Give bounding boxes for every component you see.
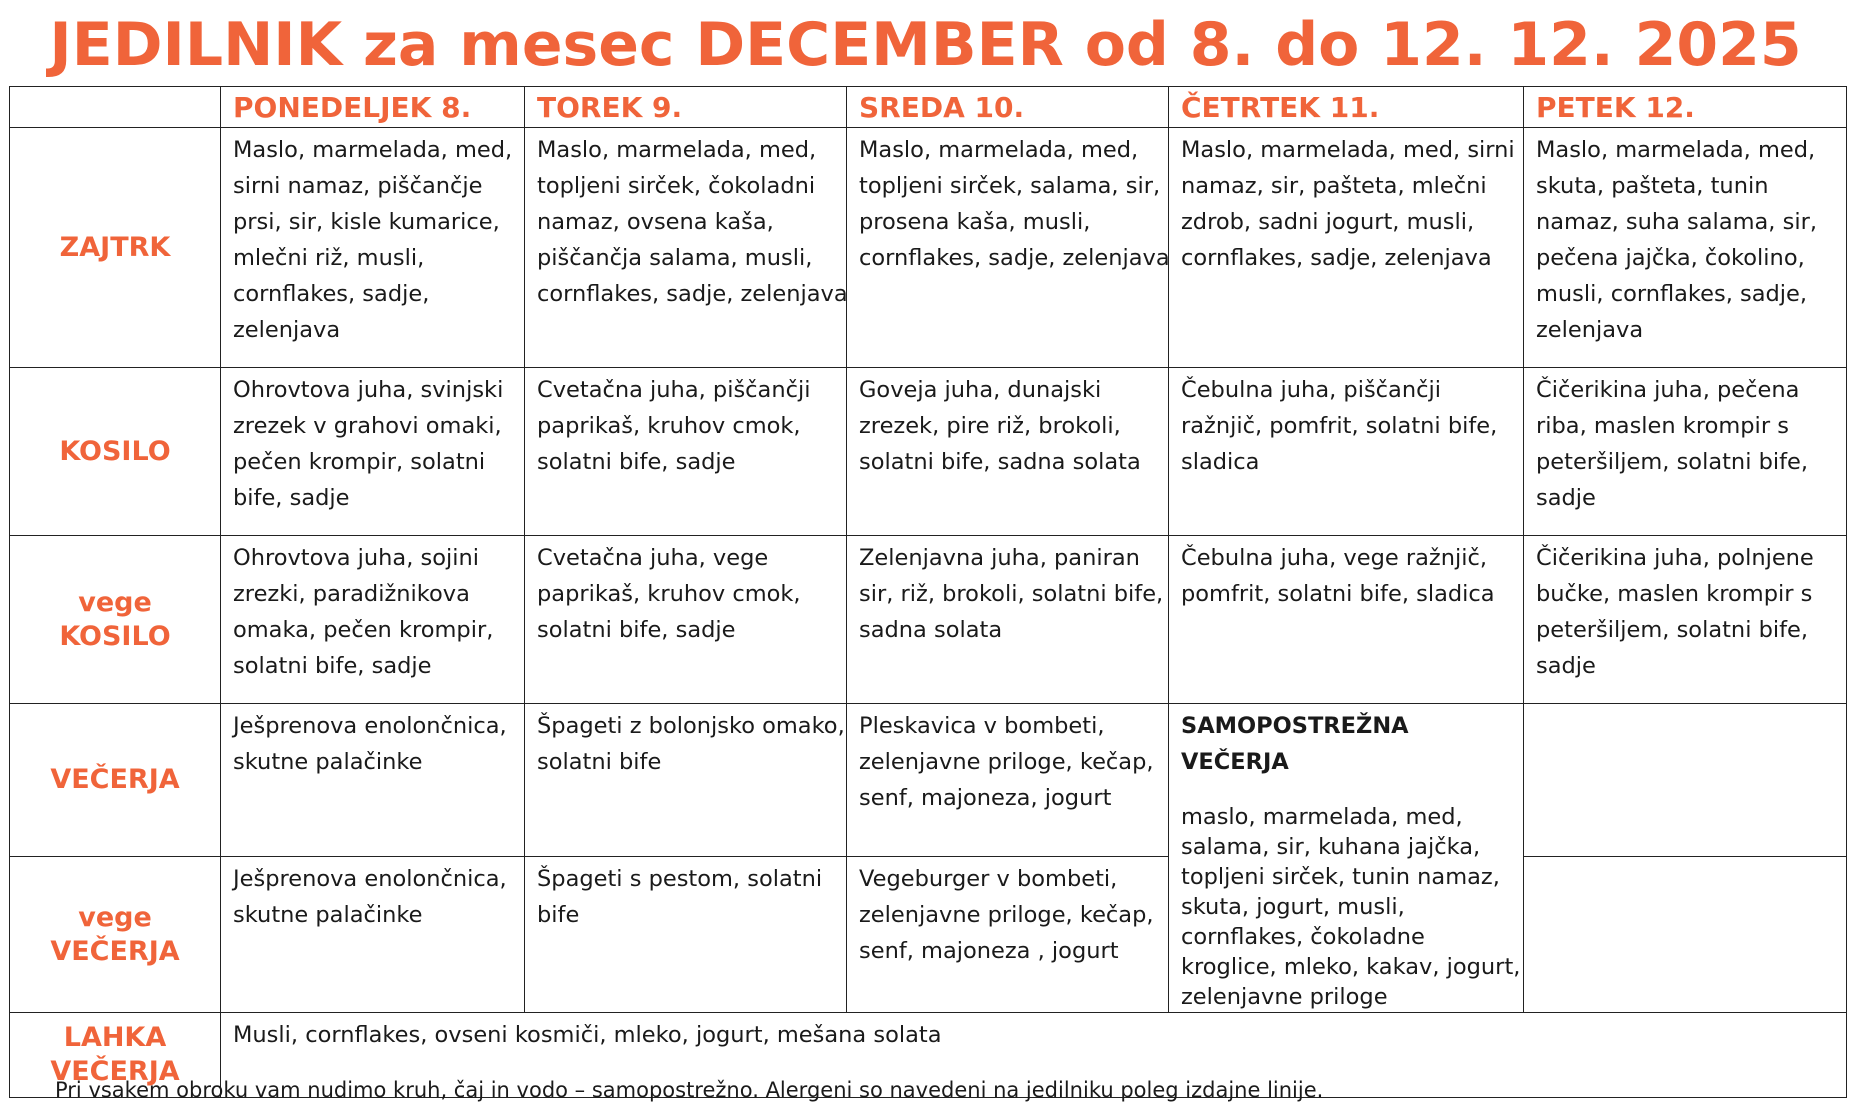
- menu-line: sadje: [1536, 653, 1596, 679]
- menu-line: piščančja salama, musli,: [537, 245, 813, 271]
- menu-line: solatni bife, sadje: [537, 449, 736, 475]
- menu-line: mlečni riž, musli,: [233, 245, 425, 271]
- menu-line: bučke, maslen krompir s: [1536, 581, 1813, 607]
- menu-line: pomfrit, solatni bife, sladica: [1181, 581, 1495, 607]
- meal-cell: [1524, 128, 1847, 368]
- menu-line: Maslo, marmelada, med,: [859, 137, 1139, 163]
- menu-line: Čičerikina juha, pečena: [1536, 377, 1800, 403]
- row-label-vege-kosilo: [10, 536, 221, 704]
- row-label-line: KOSILO: [59, 620, 171, 652]
- menu-line: prsi, sir, kisle kumarice,: [233, 209, 500, 235]
- meal-cell: [1169, 536, 1524, 704]
- meal-cell: [221, 128, 525, 368]
- meal-cell: [525, 368, 847, 536]
- meal-cell: [525, 857, 847, 1013]
- row-label-line: vege: [78, 586, 152, 618]
- meal-cell: [525, 536, 847, 704]
- samopostrezna-heading: SAMOPOSTREŽNA VEČERJA: [1181, 713, 1409, 775]
- menu-line: zelenjava: [233, 317, 341, 343]
- menu-line: omaka, pečen krompir,: [233, 617, 494, 643]
- menu-line: topljeni sirček, čokoladni: [537, 173, 816, 199]
- vege-kosilo-row: [10, 536, 1847, 704]
- menu-line: cornflakes, čokoladne: [1181, 924, 1425, 950]
- footer-note: Pri vsakem obroku vam nudimo kruh, čaj in vodo – samopostrežno. Alergeni so navedeni na jedilniku poleg izdajne linije.: [55, 1078, 1324, 1102]
- meal-cell: [1169, 368, 1524, 536]
- meal-cell: [1169, 128, 1524, 368]
- meal-cell: [525, 704, 847, 857]
- zajtrk-row: [10, 128, 1847, 368]
- menu-line: topljeni sirček, salama, sir,: [859, 173, 1161, 199]
- row-label-line: LAHKA: [63, 1022, 167, 1053]
- menu-line: solatni bife, sadna solata: [859, 449, 1141, 475]
- menu-line: Špageti s pestom, solatni: [537, 866, 823, 893]
- menu-line: peteršiljem, solatni bife,: [1536, 449, 1809, 475]
- menu-line: senf, majoneza, jogurt: [859, 785, 1112, 811]
- menu-table: [9, 86, 1847, 1098]
- meal-cell: [221, 857, 525, 1013]
- day-header-friday: PETEK 12.: [1524, 87, 1847, 128]
- menu-line: zrezki, paradižnikova: [233, 581, 470, 607]
- menu-line: sirni namaz, piščančje: [233, 173, 483, 199]
- vege-vecerja-row: [10, 857, 1847, 1013]
- menu-line: Čebulna juha, piščančji: [1181, 377, 1441, 403]
- meal-cell: [847, 704, 1169, 857]
- menu-line: zrezek v grahovi omaki,: [233, 413, 502, 439]
- meal-cell: [221, 536, 525, 704]
- kosilo-row: [10, 368, 1847, 536]
- menu-line: Maslo, marmelada, med,: [1536, 137, 1816, 163]
- menu-line: Maslo, marmelada, med,: [537, 137, 817, 163]
- menu-line: zelenjavne priloge, kečap,: [859, 749, 1154, 775]
- menu-line: zdrob, sadni jogurt, musli,: [1181, 209, 1475, 235]
- menu-line: Cvetačna juha, vege: [537, 545, 769, 571]
- day-header-tuesday: TOREK 9.: [525, 87, 847, 128]
- menu-line: musli, cornflakes, sadje,: [1536, 281, 1808, 307]
- menu-line: namaz, ovsena kaša,: [537, 209, 774, 235]
- day-header-monday: PONEDELJEK 8.: [221, 87, 525, 128]
- meal-cell: [847, 536, 1169, 704]
- samopostrezna-items: [1181, 802, 1521, 1012]
- row-label-line: VEČERJA: [50, 935, 180, 967]
- menu-line: pečen krompir, solatni: [233, 449, 486, 475]
- lahka-vecerja-text: Musli, cornflakes, ovseni kosmiči, mleko, jogurt, mešana solata: [221, 1013, 1847, 1098]
- menu-line: solatni bife: [537, 749, 662, 775]
- menu-line: paprikaš, kruhov cmok,: [537, 413, 801, 439]
- meal-cell: [525, 128, 847, 368]
- menu-line: zelenjavne priloge: [1181, 984, 1388, 1010]
- menu-line: namaz, suha salama, sir,: [1536, 209, 1817, 235]
- menu-line: bife, sadje: [233, 485, 350, 511]
- menu-line: peteršiljem, solatni bife,: [1536, 617, 1809, 643]
- menu-line: riba, maslen krompir s: [1536, 413, 1789, 439]
- samopostrezna-vecerja-cell: [1169, 704, 1524, 1013]
- menu-line: Ješprenova enolončnica,: [233, 713, 507, 739]
- menu-line: cornflakes, sadje, zelenjava: [859, 245, 1170, 271]
- menu-line: prosena kaša, musli,: [859, 209, 1091, 235]
- page-title: JEDILNIK za mesec DECEMBER od 8. do 12. 12. 2025: [49, 10, 1802, 80]
- menu-line: solatni bife, sadje: [233, 653, 432, 679]
- meal-cell-empty: [1524, 857, 1847, 1013]
- menu-line: sadje: [1536, 485, 1596, 511]
- spacer: [1181, 780, 1513, 802]
- menu-line: Vegeburger v bombeti,: [859, 866, 1118, 893]
- menu-line: cornflakes, sadje, zelenjava: [537, 281, 848, 307]
- menu-line: Zelenjavna juha, paniran: [859, 545, 1140, 571]
- menu-line: zelenjavne priloge, kečap,: [859, 902, 1154, 929]
- vecerja-row: [10, 704, 1847, 857]
- menu-line: kroglice, mleko, kakav, jogurt,: [1181, 954, 1521, 980]
- menu-line: topljeni sirček, tunin namaz,: [1181, 864, 1500, 890]
- menu-line: cornflakes, sadje, zelenjava: [1181, 245, 1492, 271]
- row-label-line: VEČERJA: [50, 1056, 180, 1087]
- meal-cell: [847, 857, 1169, 1013]
- row-label-kosilo: KOSILO: [10, 368, 221, 536]
- menu-line: zelenjava: [1536, 317, 1644, 343]
- menu-line: Ohrovtova juha, svinjski: [233, 377, 504, 403]
- meal-cell: [1524, 536, 1847, 704]
- row-label-vege-vecerja: [10, 857, 221, 1013]
- meal-cell: [1524, 368, 1847, 536]
- menu-line: Ješprenova enolončnica,: [233, 866, 507, 893]
- menu-line: Čičerikina juha, polnjene: [1536, 545, 1814, 571]
- menu-line: Goveja juha, dunajski: [859, 377, 1102, 403]
- menu-line: maslo, marmelada, med,: [1181, 804, 1463, 830]
- row-label-zajtrk: ZAJTRK: [10, 128, 221, 368]
- menu-line: skutne palačinke: [233, 749, 423, 775]
- meal-cell: [847, 128, 1169, 368]
- day-header-row: [10, 87, 1847, 128]
- menu-line: Maslo, marmelada, med, sirni: [1181, 137, 1515, 163]
- menu-line: sladica: [1181, 449, 1260, 475]
- row-label-vecerja: VEČERJA: [10, 704, 221, 857]
- menu-line: sadna solata: [859, 617, 1003, 643]
- meal-cell: [847, 368, 1169, 536]
- meal-cell: [221, 704, 525, 857]
- menu-line: Cvetačna juha, piščančji: [537, 377, 811, 403]
- menu-line: skuta, pašteta, tunin: [1536, 173, 1769, 199]
- menu-line: salama, sir, kuhana jajčka,: [1181, 834, 1481, 860]
- menu-line: Pleskavica v bombeti,: [859, 713, 1105, 739]
- menu-line: sir, riž, brokoli, solatni bife,: [859, 581, 1164, 607]
- menu-line: Čebulna juha, vege ražnjič,: [1181, 545, 1487, 571]
- menu-line: solatni bife, sadje: [537, 617, 736, 643]
- menu-line: zrezek, pire riž, brokoli,: [859, 413, 1121, 439]
- corner-cell: [10, 87, 221, 128]
- menu-line: skutne palačinke: [233, 902, 423, 929]
- menu-line: bife: [537, 902, 580, 929]
- menu-line: Maslo, marmelada, med,: [233, 137, 513, 163]
- menu-line: paprikaš, kruhov cmok,: [537, 581, 801, 607]
- menu-line: namaz, sir, pašteta, mlečni: [1181, 173, 1487, 199]
- meal-cell-empty: [1524, 704, 1847, 857]
- menu-line: senf, majoneza , jogurt: [859, 938, 1119, 965]
- menu-line: Špageti z bolonjsko omako,: [537, 713, 845, 739]
- menu-line: skuta, jogurt, musli,: [1181, 894, 1405, 920]
- row-label-line: vege: [78, 901, 152, 933]
- meal-cell: [221, 368, 525, 536]
- menu-line: pečena jajčka, čokolino,: [1536, 245, 1805, 271]
- day-header-wednesday: SREDA 10.: [847, 87, 1169, 128]
- menu-line: cornflakes, sadje,: [233, 281, 430, 307]
- menu-line: Ohrovtova juha, sojini: [233, 545, 480, 571]
- day-header-thursday: ČETRTEK 11.: [1169, 87, 1524, 128]
- menu-line: ražnjič, pomfrit, solatni bife,: [1181, 413, 1498, 439]
